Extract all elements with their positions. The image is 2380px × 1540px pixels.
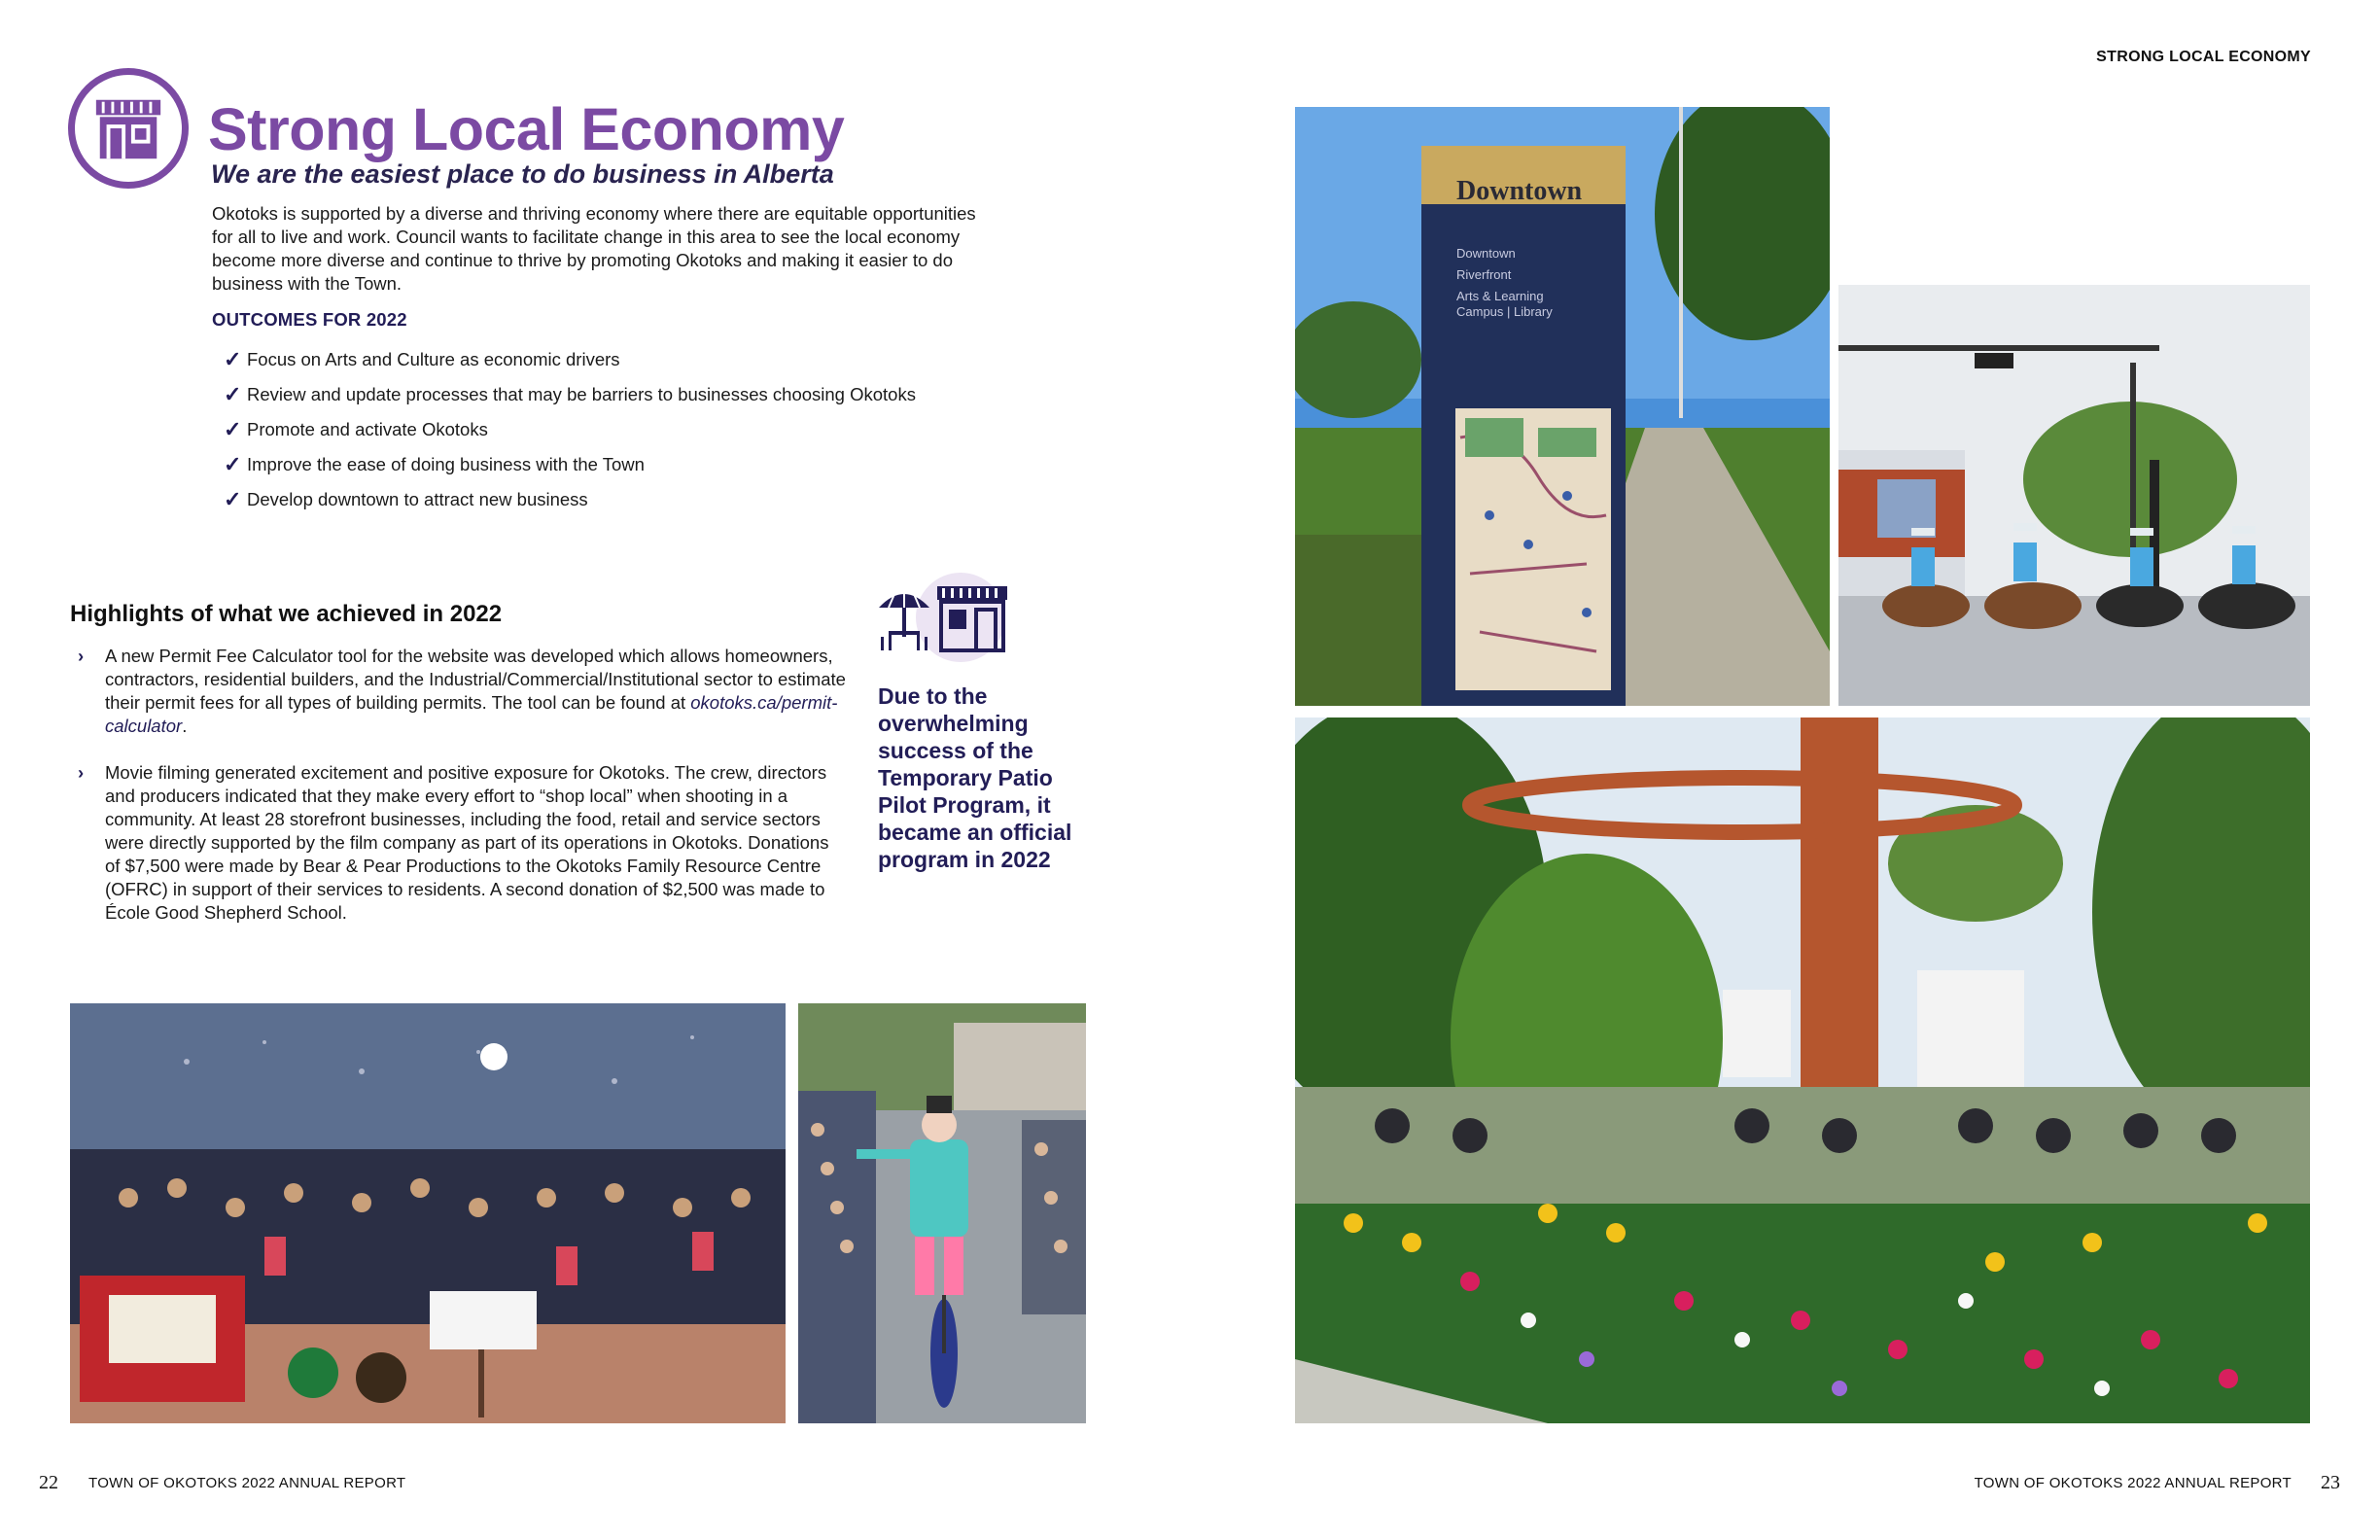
checkmark-icon: ✓: [224, 347, 242, 371]
patio-callout: Due to the overwhelming success of the Temporary Patio Pilot Program, it became an official program in 2022: [878, 683, 1072, 872]
footer-left: TOWN OF OKOTOKS 2022 ANNUAL REPORT: [88, 1475, 406, 1491]
patio-icon: [875, 569, 1011, 666]
chevron-right-icon: ›: [78, 762, 85, 783]
highlights-heading: Highlights of what we achieved in 2022: [70, 601, 503, 627]
outcome-item: ✓ Review and update processes that may be barriers to businesses choosing Okotoks: [224, 382, 916, 406]
sign-line-4: Campus | Library: [1456, 304, 1553, 319]
page-number-left: 22: [39, 1472, 58, 1493]
footer-right: TOWN OF OKOTOKS 2022 ANNUAL REPORT: [1974, 1475, 2292, 1491]
highlights-list: [78, 645, 846, 948]
sign-line-1: Downtown: [1456, 246, 1516, 261]
storefront-icon: [68, 68, 189, 189]
checkmark-icon: ✓: [224, 382, 242, 406]
page-title: Strong Local Economy: [208, 96, 845, 162]
photo-parade-unicycle: [798, 1003, 1086, 1423]
checkmark-icon: ✓: [224, 452, 242, 476]
photo-park-concert: [1295, 718, 2310, 1423]
sign-line-2: Riverfront: [1456, 267, 1512, 282]
intro-paragraph: Okotoks is supported by a diverse and thriving economy where there are equitable opportunities for all to live and work. Council wants to facilitate change in this area to see the local economy become more diverse and continue to thrive by promoting Okotoks and making it easier to do business with the Town.: [212, 203, 976, 294]
checkmark-icon: ✓: [224, 417, 242, 441]
sign-line-3: Arts & Learning: [1456, 289, 1544, 303]
photo-holiday-crowd: [70, 1003, 786, 1423]
page-subtitle: We are the easiest place to do business in Alberta: [211, 159, 834, 189]
highlight-item: › Movie filming generated excitement and positive exposure for Okotoks. The crew, directors and producers indicated that they make every effort to “shop local” when shooting in a community. At least 28 storefront businesses, including the food, retail and service sectors were directly supported by the film company as part of its operations in Okotoks. Donations of $7,500 were made by Bear & Pear Productions to the Okotoks Family Resource Centre (OFRC) in support of their services to residents. A second donation of $2,500 was made to École Good Shepherd School.: [78, 762, 829, 923]
outcome-item: ✓ Improve the ease of doing business with the Town: [224, 452, 645, 476]
outcome-item: ✓ Focus on Arts and Culture as economic drivers: [224, 347, 620, 371]
photo-downtown-sign: [1295, 107, 1830, 706]
photo-horse-parade: [1838, 285, 2310, 706]
section-tag: STRONG LOCAL ECONOMY: [2096, 49, 2311, 65]
checkmark-icon: ✓: [224, 487, 242, 511]
outcomes-heading: OUTCOMES FOR 2022: [212, 309, 407, 330]
highlight-item: › A new Permit Fee Calculator tool for the website was developed which allows homeowners, contractors, residential builders, and the Industrial/Commercial/Institutional sector to estimate their permit fees for all types of building permits. The tool can be found at okotoks.ca/permit-calculator.: [78, 646, 846, 736]
chevron-right-icon: ›: [78, 646, 85, 666]
page-number-right: 23: [2321, 1472, 2340, 1493]
sign-heading: Downtown: [1456, 176, 1583, 206]
permit-calculator-link[interactable]: okotoks.ca/permit-calculator: [105, 692, 838, 736]
outcome-item: ✓ Develop downtown to attract new business: [224, 487, 588, 511]
outcomes-list: [224, 342, 916, 517]
outcome-item: ✓ Promote and activate Okotoks: [224, 417, 488, 441]
